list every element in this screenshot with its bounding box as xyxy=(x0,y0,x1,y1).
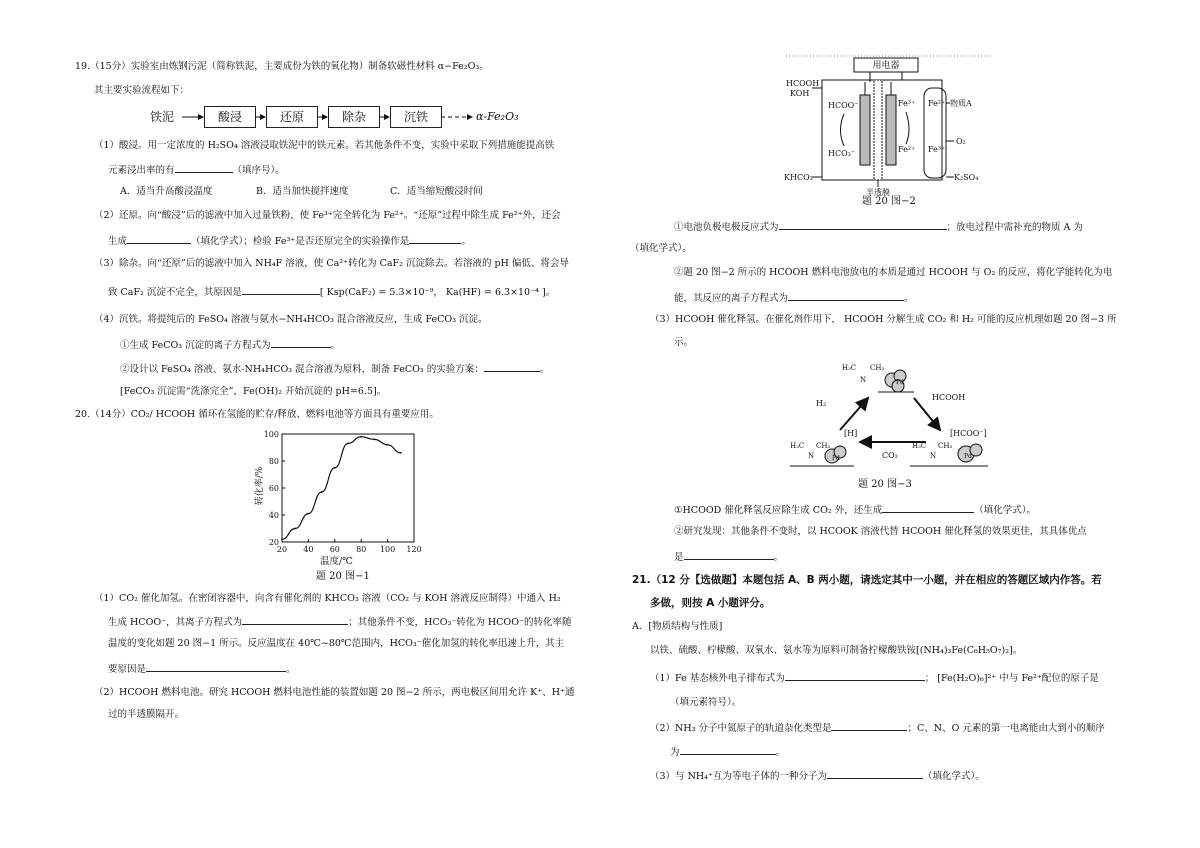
y-tick-label: 60 xyxy=(268,484,279,493)
q20-r2b-pre: 能，其反应的离子方程式为 xyxy=(674,293,789,304)
q21-a3-post: （填化学式）。 xyxy=(922,771,985,782)
q20-r1b: （填化学式）。 xyxy=(630,243,692,254)
q20-r4b-pre: 是 xyxy=(674,552,684,563)
load-label: 用电器 xyxy=(872,61,900,71)
q20-r4b-post: 。 xyxy=(773,552,784,563)
y-tick-label: 80 xyxy=(268,457,279,466)
plot-frame xyxy=(282,434,414,542)
membrane xyxy=(874,80,882,180)
o2-label: O₂ xyxy=(956,137,966,146)
y-tick-label: 100 xyxy=(263,430,279,439)
q19-p3b-post: [ Ksp(CaF₂) = 5.3×10⁻⁹， Ka(HF) = 6.3×10⁻⁴ ]。 xyxy=(319,287,556,298)
q20-r2b-post: 。 xyxy=(904,293,914,304)
co2-label: CO₂ xyxy=(882,451,898,460)
q19-p4b xyxy=(120,337,340,353)
data-point xyxy=(294,528,296,530)
q19-p4c xyxy=(120,361,549,377)
answer-blank[interactable] xyxy=(827,768,923,779)
q19-p1b-post: （填序号）。 xyxy=(232,165,285,176)
fig20-1-xlabel: 温度/℃ xyxy=(320,556,353,567)
fig20-1-caption: 题 20 图−1 xyxy=(316,571,370,582)
q20-r3-post: （填化学式）。 xyxy=(974,505,1036,516)
q19-p4d: [FeCO₃ 沉淀需“洗涤完全”，Fe(OH)₂ 开始沉淀的 pH=6.5]。 xyxy=(120,386,387,397)
outlet-k2so4: K₂SO₄ xyxy=(954,173,979,182)
q19-p3a: （3）除杂。向“还原”后的滤液中加入 NH₄F 溶液，使 Ca²⁺转化为 CaF₂ 沉淀除去。若溶液的 pH 偏低、将会导 xyxy=(94,258,569,269)
data-point xyxy=(360,436,362,438)
q20-r3-pre: ①HCOOD 催化释氢反应除生成 CO₂ 外，还生成 xyxy=(674,505,883,516)
q21-a3 xyxy=(650,768,985,784)
svg-text:N: N xyxy=(930,452,937,460)
q21-a2b-post: 。 xyxy=(775,747,786,758)
svg-text:Pd: Pd xyxy=(964,453,972,460)
q20-r2a: ②题 20 图−2 所示的 HCOOH 燃料电池放电的本质是通过 HCOOH 与 O₂ 的反应，将化学能转化为电 xyxy=(674,267,1113,278)
fig20-1-chart xyxy=(252,428,422,558)
q19-p3b-pre: 致 CaF₂ 沉淀不完全，其原因是 xyxy=(108,287,242,298)
q19-option-c: C．适当缩短酸浸时间 xyxy=(390,186,483,197)
q19-p2b-mid: （填化学式）；检验 Fe³⁺是否还原完全的实验操作是 xyxy=(191,236,410,247)
data-point xyxy=(334,467,336,469)
answer-blank[interactable] xyxy=(409,233,461,244)
q20-r2b xyxy=(674,290,914,306)
x-tick-label: 80 xyxy=(356,545,367,554)
q21-heading-1: 21.（12 分【选做题】本题包括 A、B 两小题，请选定其中一小题，并在相应的答题区域内作答。若 xyxy=(632,574,1102,586)
q20-p1d xyxy=(108,661,296,677)
q20-r4b xyxy=(674,549,783,565)
q19-p1a: （1）酸浸。用一定浓度的 H₂SO₄ 溶液浸取铁泥中的铁元素。若其他条件不变，实验中采取下列措施能提高铁 xyxy=(94,140,555,151)
q21-a-title: A．[物质结构与性质] xyxy=(632,621,723,632)
answer-blank[interactable] xyxy=(127,233,191,244)
q20-p2b: 过的半透膜隔开。 xyxy=(108,709,185,720)
x-tick-label: 40 xyxy=(303,545,314,554)
q21-a2 xyxy=(650,720,1105,736)
answer-blank[interactable] xyxy=(788,290,904,301)
y-axis-label: 转化率/% xyxy=(255,466,265,506)
q20-heading: 20.（14分）CO₂/ HCOOH 循环在氢能的贮存/释放、燃料电池等方面具有重要应用。 xyxy=(75,409,439,420)
svg-text:N: N xyxy=(860,376,867,384)
data-point xyxy=(347,443,349,445)
flow-step-1: 酸浸 xyxy=(204,106,256,128)
q20-p1c: 温度的变化如题 20 图−1 所示。反应温度在 40℃~80℃范围内，HCO₃⁻催化加氢的转化率迅速上升，其主 xyxy=(108,638,565,649)
q19-option-a: A．适当升高酸浸温度 xyxy=(120,186,213,197)
answer-blank[interactable] xyxy=(684,549,774,560)
h2-label: H₂ xyxy=(816,399,827,408)
fe3-b: Fe³⁺ xyxy=(928,145,946,154)
x-tick-label: 100 xyxy=(379,545,396,554)
catalyst-left xyxy=(790,429,857,466)
q20-p1a: （1）CO₂ 催化加氢。在密闭容器中，向含有催化剂的 KHCO₃ 溶液（CO₂ 与 KOH 溶液反应制得）中通入 H₂ xyxy=(94,593,561,604)
fe2-a: Fe²⁺ xyxy=(898,145,916,154)
q19-option-b: B．适当加快搅拌速度 xyxy=(256,186,349,197)
q20-p1b-post: ；其他条件不变，HCO₃⁻转化为 HCOO⁻的转化率随 xyxy=(348,617,572,628)
hco3-label: HCO₃⁻ xyxy=(828,149,856,158)
q20-p1d-post: 。 xyxy=(286,664,296,675)
svg-text:H₃C: H₃C xyxy=(842,364,857,372)
q19-p4b-pre: ①生成 FeCO₃ 沉淀的离子方程式为 xyxy=(120,340,271,351)
svg-text:[HCOO⁻]: [HCOO⁻] xyxy=(950,429,987,438)
q21-a2-pre: （2）NH₃ 分子中氮原子的轨道杂化类型是 xyxy=(650,723,832,734)
data-point xyxy=(374,439,376,441)
q19-p1b-pre: 元素浸出率的有 xyxy=(108,165,175,176)
y-tick-label: 40 xyxy=(268,511,279,520)
q20-r4a: ②研究发现：其他条件不变时，以 HCOOK 溶液代替 HCOOH 催化释氢的效果更佳，其具体优点 xyxy=(674,526,1087,537)
q20-r3 xyxy=(674,502,1036,518)
answer-blank[interactable] xyxy=(271,337,331,348)
left-electrode xyxy=(860,95,870,165)
q20-p1b-pre: 生成 HCOO⁻，其离子方程式为 xyxy=(108,617,243,628)
flow-arrows xyxy=(170,106,490,130)
svg-text:N: N xyxy=(808,452,815,460)
flow-step-3: 除杂 xyxy=(328,106,380,128)
answer-blank[interactable] xyxy=(175,162,233,173)
q19-p2b xyxy=(108,233,471,249)
data-point xyxy=(400,452,402,454)
svg-text:H₃C: H₃C xyxy=(912,442,927,450)
q21-a2b xyxy=(670,744,785,760)
q19-p4a: （4）沉铁。将提纯后的 FeSO₄ 溶液与氨水−NH₄HCO₃ 混合溶液反应，生成 FeCO₃ 沉淀。 xyxy=(94,314,488,325)
flow-start: 铁泥 xyxy=(150,110,175,124)
q20-r1-post: ；放电过程中需补充的物质 A 为 xyxy=(946,222,1083,233)
x-tick-label: 60 xyxy=(329,545,340,554)
x-tick-label: 120 xyxy=(406,545,422,554)
answer-blank[interactable] xyxy=(146,661,286,672)
data-point xyxy=(308,513,310,515)
q19-p4c-post: 。 xyxy=(539,364,550,375)
svg-text:Pd: Pd xyxy=(832,455,840,462)
answer-blank[interactable] xyxy=(785,670,925,681)
q21-a1b xyxy=(670,694,741,710)
fig20-2-diagram xyxy=(782,50,997,200)
fig20-2-caption: 题 20 图−2 xyxy=(862,196,916,207)
svg-text:[H]: [H] xyxy=(844,429,858,438)
q21-a1 xyxy=(650,670,1099,686)
q20-r1-pre: ①电池负极电极反应式为 xyxy=(674,222,779,233)
svg-text:CH₃: CH₃ xyxy=(938,442,953,450)
q19-p2b-pre: 生成 xyxy=(108,236,128,247)
q20-p2a: （2）HCOOH 燃料电池。研究 HCOOH 燃料电池性能的装置如题 20 图−2 所示，两电极区间用允许 K⁺、H⁺通 xyxy=(94,687,575,698)
svg-text:CH₃: CH₃ xyxy=(870,364,885,372)
q19-flow-intro: 其主要实验流程如下： xyxy=(94,85,190,96)
q19-p4c-pre: ②设计以 FeSO₄ 溶液、氨水-NH₄HCO₃ 混合溶液为原料，制备 FeCO₃ 的实验方案： xyxy=(120,364,484,375)
q21-a1-mid: ； [Fe(H₂O)₆]²⁺ 中与 Fe²⁺配位的原子是 xyxy=(924,673,1099,684)
q19-p2a: （2）还原。向“酸浸”后的滤液中加入过量铁粉，使 Fe³⁺完全转化为 Fe²⁺。“还原”过程中除生成 Fe²⁺外，还会 xyxy=(94,210,561,221)
q21-a-intro: 以铁、硫酸、柠檬酸、双氧水、氨水等为原料可制备柠檬酸铁铵[(NH₄)₃Fe(C₆H₅O₇)₂]。 xyxy=(650,645,1023,656)
data-point xyxy=(281,538,283,540)
answer-blank[interactable] xyxy=(242,284,320,295)
q20-p3b: 示。 xyxy=(674,337,694,348)
q21-heading-2: 多做，则按 A 小题评分。 xyxy=(650,597,771,609)
data-point xyxy=(387,444,389,446)
q21-a3-pre: （3）与 NH₄⁺互为等电子体的一种分子为 xyxy=(650,771,827,782)
svg-text:Pd: Pd xyxy=(896,379,904,386)
material-a: 物质A xyxy=(950,99,972,108)
q20-p1d-pre: 要原因是 xyxy=(108,664,147,675)
inlet-hcooh: HCOOH xyxy=(786,79,820,88)
q19-heading: 19.（15分）实验室由炼钢污泥（简称铁泥，主要成份为铁的氧化物）制备软磁性材料 α−Fe₂O₃。 xyxy=(75,61,489,72)
conversion-curve xyxy=(282,437,401,540)
inlet-koh: KOH xyxy=(790,89,810,98)
q19-p4b-post: 。 xyxy=(330,340,341,351)
fig20-3-caption: 题 20 图−3 xyxy=(858,479,912,490)
answer-blank[interactable] xyxy=(680,744,776,755)
q20-p1b xyxy=(108,614,572,630)
membrane-label: 半透膜 xyxy=(866,188,890,197)
q21-a2-mid: ；C、N、O 元素的第一电离能由大到小的顺序 xyxy=(907,723,1105,734)
right-electrode xyxy=(886,95,896,165)
q21-a1b-text: （填元素符号）。 xyxy=(670,697,742,708)
svg-text:H₃C: H₃C xyxy=(790,442,805,450)
data-point xyxy=(321,491,323,493)
q21-a1-pre: （1）Fe 基态核外电子排布式为 xyxy=(650,673,785,684)
catalyst-right xyxy=(910,429,988,466)
fig20-3-diagram xyxy=(790,358,990,476)
q21-a2b-pre: 为 xyxy=(670,747,680,758)
answer-blank[interactable] xyxy=(242,614,348,625)
flow-end: α-Fe₂O₃ xyxy=(476,110,519,123)
hcooh-label: HCOOH xyxy=(932,393,966,402)
answer-blank[interactable] xyxy=(882,502,974,513)
fe3-a: Fe³⁺ xyxy=(898,99,916,108)
flow-step-2: 还原 xyxy=(266,106,318,128)
flow-step-4: 沉铁 xyxy=(390,106,442,128)
q20-r1 xyxy=(674,219,1083,235)
q20-p3a: （3）HCOOH 催化释氢。在催化剂作用下， HCOOH 分解生成 CO₂ 和 H₂ 可能的反应机理如题 20 图−3 所 xyxy=(650,314,1117,325)
answer-blank[interactable] xyxy=(779,219,947,230)
fe2-b: Fe²⁺ xyxy=(928,99,946,108)
q19-p3b xyxy=(108,284,555,300)
q19-p1b xyxy=(108,162,285,178)
q19-p2b-post: 。 xyxy=(461,236,471,247)
y-tick-label: 20 xyxy=(268,538,279,547)
svg-text:CH₃: CH₃ xyxy=(816,442,831,450)
answer-blank[interactable] xyxy=(831,720,907,731)
hcoo-label: HCOO⁻ xyxy=(828,101,859,110)
catalyst-top xyxy=(842,364,914,392)
answer-blank[interactable] xyxy=(484,361,540,372)
x-tick-label: 20 xyxy=(276,545,288,554)
outlet-khco3: KHCO₃ xyxy=(784,173,813,182)
